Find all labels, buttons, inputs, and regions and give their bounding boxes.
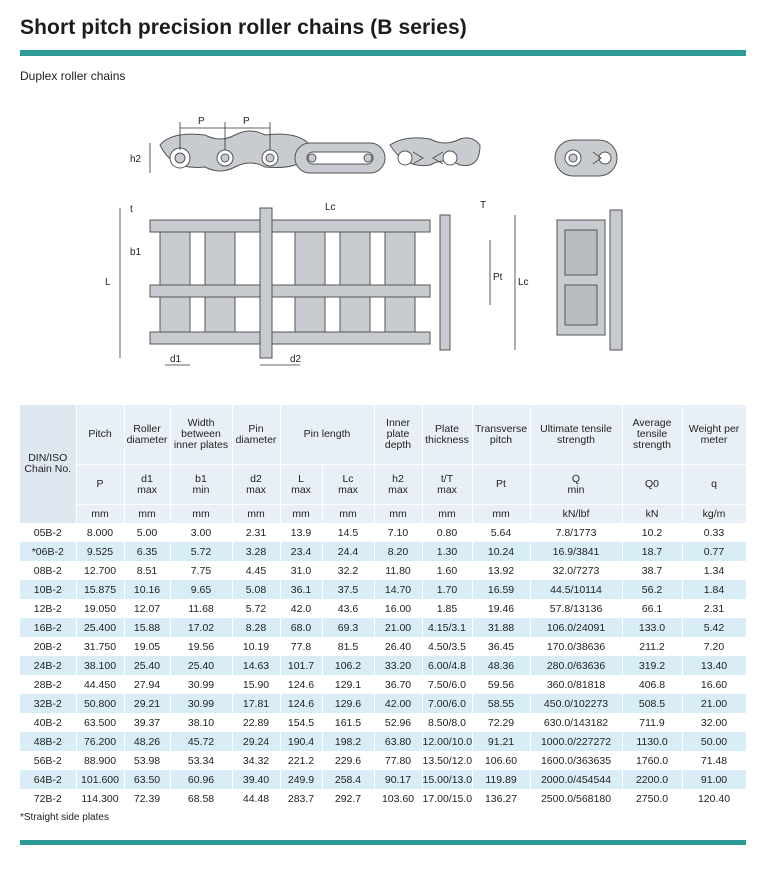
col-symbol xyxy=(682,465,746,505)
col-symbol xyxy=(374,465,422,505)
col-header: Ultimate tensile strength xyxy=(530,405,622,465)
col-symbol xyxy=(530,465,622,505)
table-cell: 34.32 xyxy=(232,751,280,770)
table-cell: 101.7 xyxy=(280,656,322,675)
table-cell: 15.88 xyxy=(124,618,170,637)
col-header: Weight per meter xyxy=(682,405,746,465)
table-cell: 63.500 xyxy=(76,713,124,732)
label-pt: Pt xyxy=(493,272,503,283)
table-cell: 32.2 xyxy=(322,561,374,580)
table-cell: 4.50/3.5 xyxy=(422,637,472,656)
table-cell: 0.77 xyxy=(682,542,746,561)
table-cell: 63.50 xyxy=(124,770,170,789)
col-unit: mm xyxy=(76,505,124,524)
table-cell: 1.70 xyxy=(422,580,472,599)
table-cell: 450.0/102273 xyxy=(530,694,622,713)
table-cell: 13.9 xyxy=(280,523,322,542)
col-symbol xyxy=(322,465,374,505)
col-symbol-sub: max xyxy=(338,483,358,496)
table-cell: 1.34 xyxy=(682,561,746,580)
table-cell: 68.0 xyxy=(280,618,322,637)
table-cell: 161.5 xyxy=(322,713,374,732)
table-cell: 45.72 xyxy=(170,732,232,751)
table-cell: 3.00 xyxy=(170,523,232,542)
chain-no-cell: 32B-2 xyxy=(20,694,76,713)
col-symbol-text: Q0 xyxy=(645,478,660,490)
spec-table xyxy=(20,405,747,808)
table-cell: 4.15/3.1 xyxy=(422,618,472,637)
label-d2: d2 xyxy=(290,354,302,365)
table-cell: 44.5/10114 xyxy=(530,580,622,599)
table-cell: 68.58 xyxy=(170,789,232,808)
table-cell: 508.5 xyxy=(622,694,682,713)
table-cell: 53.34 xyxy=(170,751,232,770)
col-symbol xyxy=(232,465,280,505)
col-symbol-text: d2 xyxy=(250,472,262,485)
col-header: Roller diameter xyxy=(124,405,170,465)
col-header: Plate thickness xyxy=(422,405,472,465)
chain-no-cell: *06B-2 xyxy=(20,542,76,561)
col-unit: mm xyxy=(322,505,374,524)
table-cell: 5.64 xyxy=(472,523,530,542)
table-cell: 10.19 xyxy=(232,637,280,656)
table-cell: 5.08 xyxy=(232,580,280,599)
table-cell: 30.99 xyxy=(170,675,232,694)
col-unit: kN xyxy=(622,505,682,524)
col-symbol-text: Lc xyxy=(342,472,354,485)
table-cell: 42.00 xyxy=(374,694,422,713)
col-symbol-sub: max xyxy=(137,483,157,496)
table-cell: 133.0 xyxy=(622,618,682,637)
table-cell: 17.00/15.0 xyxy=(422,789,472,808)
table-cell: 29.21 xyxy=(124,694,170,713)
table-row xyxy=(20,694,746,713)
table-cell: 406.8 xyxy=(622,675,682,694)
label-lc2: Lc xyxy=(518,277,529,288)
table-cell: 91.00 xyxy=(682,770,746,789)
table-row xyxy=(20,542,746,561)
col-unit: mm xyxy=(472,505,530,524)
din-header: DIN/ISO Chain No. xyxy=(20,405,76,523)
chain-no-cell: 28B-2 xyxy=(20,675,76,694)
table-cell: 38.10 xyxy=(170,713,232,732)
table-cell: 43.6 xyxy=(322,599,374,618)
col-symbol-sub: max xyxy=(246,483,266,496)
table-cell: 27.94 xyxy=(124,675,170,694)
col-symbol-text: b1 xyxy=(195,472,207,485)
table-cell: 25.40 xyxy=(170,656,232,675)
table-cell: 8.000 xyxy=(76,523,124,542)
label-p: P xyxy=(198,116,205,127)
col-unit: mm xyxy=(232,505,280,524)
table-cell: 136.27 xyxy=(472,789,530,808)
table-cell: 58.55 xyxy=(472,694,530,713)
label-lc: Lc xyxy=(325,202,336,213)
table-cell: 154.5 xyxy=(280,713,322,732)
col-symbol-text: Q xyxy=(571,472,581,485)
table-cell: 129.1 xyxy=(322,675,374,694)
col-symbol xyxy=(280,465,322,505)
table-cell: 91.21 xyxy=(472,732,530,751)
table-cell: 106.2 xyxy=(322,656,374,675)
table-cell: 81.5 xyxy=(322,637,374,656)
col-symbol xyxy=(170,465,232,505)
table-cell: 13.50/12.0 xyxy=(422,751,472,770)
table-cell: 13.92 xyxy=(472,561,530,580)
chain-side-view xyxy=(160,131,617,176)
col-symbol xyxy=(124,465,170,505)
table-cell: 10.24 xyxy=(472,542,530,561)
table-cell: 12.07 xyxy=(124,599,170,618)
table-cell: 18.7 xyxy=(622,542,682,561)
table-cell: 1760.0 xyxy=(622,751,682,770)
table-cell: 14.5 xyxy=(322,523,374,542)
table-cell: 56.2 xyxy=(622,580,682,599)
col-unit: mm xyxy=(170,505,232,524)
col-header: Pitch xyxy=(76,405,124,465)
col-header: Pin length xyxy=(280,405,374,465)
table-cell: 72.29 xyxy=(472,713,530,732)
col-symbol-text: t/T xyxy=(440,472,454,485)
table-row xyxy=(20,713,746,732)
table-cell: 57.8/13136 xyxy=(530,599,622,618)
col-symbol xyxy=(472,465,530,505)
table-cell: 221.2 xyxy=(280,751,322,770)
col-unit: mm xyxy=(422,505,472,524)
chain-no-cell: 20B-2 xyxy=(20,637,76,656)
table-cell: 129.6 xyxy=(322,694,374,713)
col-symbol-sub: max xyxy=(291,483,311,496)
table-cell: 16.00 xyxy=(374,599,422,618)
chain-no-cell: 08B-2 xyxy=(20,561,76,580)
table-row xyxy=(20,599,746,618)
label-L: L xyxy=(105,277,111,288)
table-cell: 19.050 xyxy=(76,599,124,618)
table-cell: 119.89 xyxy=(472,770,530,789)
table-cell: 44.48 xyxy=(232,789,280,808)
table-cell: 50.800 xyxy=(76,694,124,713)
table-cell: 72.39 xyxy=(124,789,170,808)
table-cell: 16.59 xyxy=(472,580,530,599)
label-h2: h2 xyxy=(130,154,142,165)
table-cell: 11.80 xyxy=(374,561,422,580)
table-cell: 2500.0/568180 xyxy=(530,789,622,808)
table-cell: 37.5 xyxy=(322,580,374,599)
footnote: *Straight side plates xyxy=(20,812,109,823)
col-symbol-text: h2 xyxy=(392,472,404,485)
table-cell: 1000.0/227272 xyxy=(530,732,622,751)
table-cell: 106.60 xyxy=(472,751,530,770)
col-symbol-text: P xyxy=(96,478,104,490)
col-header: Width between inner plates xyxy=(170,405,232,465)
col-symbol xyxy=(76,465,124,505)
table-cell: 53.98 xyxy=(124,751,170,770)
table-cell: 36.1 xyxy=(280,580,322,599)
col-symbol-sub: max xyxy=(388,483,408,496)
col-unit: mm xyxy=(374,505,422,524)
table-cell: 2750.0 xyxy=(622,789,682,808)
col-header: Average tensile strength xyxy=(622,405,682,465)
table-cell: 3.28 xyxy=(232,542,280,561)
table-cell: 60.96 xyxy=(170,770,232,789)
table-cell: 360.0/81818 xyxy=(530,675,622,694)
table-cell: 48.36 xyxy=(472,656,530,675)
table-cell: 6.35 xyxy=(124,542,170,561)
table-cell: 24.4 xyxy=(322,542,374,561)
chain-no-cell: 16B-2 xyxy=(20,618,76,637)
table-row xyxy=(20,751,746,770)
chain-no-cell: 56B-2 xyxy=(20,751,76,770)
table-cell: 50.00 xyxy=(682,732,746,751)
table-cell: 10.16 xyxy=(124,580,170,599)
label-b1: b1 xyxy=(130,247,142,258)
table-cell: 7.20 xyxy=(682,637,746,656)
table-cell: 32.0/7273 xyxy=(530,561,622,580)
table-cell: 2000.0/454544 xyxy=(530,770,622,789)
table-cell: 31.750 xyxy=(76,637,124,656)
table-cell: 77.80 xyxy=(374,751,422,770)
table-cell: 36.45 xyxy=(472,637,530,656)
col-symbol-text: q xyxy=(711,478,717,490)
table-cell: 26.40 xyxy=(374,637,422,656)
chain-no-cell: 10B-2 xyxy=(20,580,76,599)
table-cell: 319.2 xyxy=(622,656,682,675)
page-title: Short pitch precision roller chains (B series) xyxy=(20,16,467,39)
table-cell: 12.00/10.0 xyxy=(422,732,472,751)
table-cell: 21.00 xyxy=(682,694,746,713)
table-cell: 25.40 xyxy=(124,656,170,675)
label-t: t xyxy=(130,204,133,215)
table-cell: 4.45 xyxy=(232,561,280,580)
table-row xyxy=(20,770,746,789)
table-cell: 16.60 xyxy=(682,675,746,694)
col-header: Transverse pitch xyxy=(472,405,530,465)
table-cell: 283.7 xyxy=(280,789,322,808)
table-cell: 0.80 xyxy=(422,523,472,542)
table-cell: 36.70 xyxy=(374,675,422,694)
table-cell: 42.0 xyxy=(280,599,322,618)
col-symbol-text: Pt xyxy=(496,478,506,490)
table-cell: 7.00/6.0 xyxy=(422,694,472,713)
label-d1: d1 xyxy=(170,354,182,365)
table-cell: 76.200 xyxy=(76,732,124,751)
table-cell: 88.900 xyxy=(76,751,124,770)
table-cell: 2.31 xyxy=(232,523,280,542)
table-cell: 32.00 xyxy=(682,713,746,732)
table-cell: 16.9/3841 xyxy=(530,542,622,561)
table-cell: 7.10 xyxy=(374,523,422,542)
table-cell: 9.525 xyxy=(76,542,124,561)
table-cell: 59.56 xyxy=(472,675,530,694)
table-cell: 0.33 xyxy=(682,523,746,542)
chain-no-cell: 72B-2 xyxy=(20,789,76,808)
table-cell: 39.37 xyxy=(124,713,170,732)
table-cell: 198.2 xyxy=(322,732,374,751)
table-cell: 8.50/8.0 xyxy=(422,713,472,732)
table-cell: 711.9 xyxy=(622,713,682,732)
section-subtitle: Duplex roller chains xyxy=(20,69,126,83)
table-row xyxy=(20,789,746,808)
table-cell: 190.4 xyxy=(280,732,322,751)
table-cell: 1.84 xyxy=(682,580,746,599)
label-p2: P xyxy=(243,116,250,127)
table-cell: 15.90 xyxy=(232,675,280,694)
table-cell: 5.72 xyxy=(170,542,232,561)
table-body xyxy=(20,523,746,808)
table-cell: 9.65 xyxy=(170,580,232,599)
table-cell: 229.6 xyxy=(322,751,374,770)
col-header: Pin diameter xyxy=(232,405,280,465)
chain-no-cell: 48B-2 xyxy=(20,732,76,751)
table-cell: 5.00 xyxy=(124,523,170,542)
table-cell: 21.00 xyxy=(374,618,422,637)
bottom-rule xyxy=(20,840,746,845)
table-cell: 124.6 xyxy=(280,675,322,694)
table-cell: 38.100 xyxy=(76,656,124,675)
table-row xyxy=(20,732,746,751)
chain-no-cell: 05B-2 xyxy=(20,523,76,542)
table-row xyxy=(20,656,746,675)
col-unit: kN/lbf xyxy=(530,505,622,524)
table-cell: 19.05 xyxy=(124,637,170,656)
table-row xyxy=(20,637,746,656)
table-cell: 31.0 xyxy=(280,561,322,580)
table-row xyxy=(20,618,746,637)
table-cell: 103.60 xyxy=(374,789,422,808)
table-cell: 258.4 xyxy=(322,770,374,789)
table-cell: 120.40 xyxy=(682,789,746,808)
table-cell: 30.99 xyxy=(170,694,232,713)
table-header xyxy=(20,405,746,523)
table-cell: 38.7 xyxy=(622,561,682,580)
table-cell: 23.4 xyxy=(280,542,322,561)
table-row xyxy=(20,675,746,694)
table-cell: 15.875 xyxy=(76,580,124,599)
table-cell: 22.89 xyxy=(232,713,280,732)
table-cell: 7.8/1773 xyxy=(530,523,622,542)
table-row xyxy=(20,580,746,599)
chain-no-cell: 12B-2 xyxy=(20,599,76,618)
table-cell: 8.28 xyxy=(232,618,280,637)
chain-no-cell: 24B-2 xyxy=(20,656,76,675)
col-symbol-sub: min xyxy=(567,483,585,496)
table-cell: 7.75 xyxy=(170,561,232,580)
table-cell: 8.51 xyxy=(124,561,170,580)
table-cell: 101.600 xyxy=(76,770,124,789)
table-cell: 5.72 xyxy=(232,599,280,618)
table-row xyxy=(20,523,746,542)
table-cell: 25.400 xyxy=(76,618,124,637)
table-cell: 7.50/6.0 xyxy=(422,675,472,694)
table-cell: 5.42 xyxy=(682,618,746,637)
table-cell: 114.300 xyxy=(76,789,124,808)
table-cell: 29.24 xyxy=(232,732,280,751)
table-cell: 17.81 xyxy=(232,694,280,713)
table-cell: 6.00/4.8 xyxy=(422,656,472,675)
table-cell: 211.2 xyxy=(622,637,682,656)
table-cell: 44.450 xyxy=(76,675,124,694)
title-underline xyxy=(20,50,746,56)
col-symbol xyxy=(422,465,472,505)
col-symbol xyxy=(622,465,682,505)
table-cell: 12.700 xyxy=(76,561,124,580)
table-cell: 8.20 xyxy=(374,542,422,561)
chain-no-cell: 64B-2 xyxy=(20,770,76,789)
table-cell: 90.17 xyxy=(374,770,422,789)
table-cell: 33.20 xyxy=(374,656,422,675)
col-symbol-sub: max xyxy=(437,483,457,496)
table-cell: 14.70 xyxy=(374,580,422,599)
table-cell: 124.6 xyxy=(280,694,322,713)
table-cell: 1.30 xyxy=(422,542,472,561)
table-cell: 69.3 xyxy=(322,618,374,637)
chain-no-cell: 40B-2 xyxy=(20,713,76,732)
table-cell: 77.8 xyxy=(280,637,322,656)
table-cell: 11.68 xyxy=(170,599,232,618)
table-cell: 1.60 xyxy=(422,561,472,580)
table-cell: 19.46 xyxy=(472,599,530,618)
col-symbol-sub: min xyxy=(192,483,210,496)
table-cell: 17.02 xyxy=(170,618,232,637)
table-cell: 39.40 xyxy=(232,770,280,789)
table-cell: 31.88 xyxy=(472,618,530,637)
table-cell: 2.31 xyxy=(682,599,746,618)
table-row xyxy=(20,561,746,580)
table-cell: 14.63 xyxy=(232,656,280,675)
table-cell: 106.0/24091 xyxy=(530,618,622,637)
col-unit: kg/m xyxy=(682,505,746,524)
table-cell: 71.48 xyxy=(682,751,746,770)
table-cell: 52.96 xyxy=(374,713,422,732)
table-cell: 249.9 xyxy=(280,770,322,789)
col-symbol-text: L xyxy=(298,472,304,485)
table-cell: 66.1 xyxy=(622,599,682,618)
chain-top-view xyxy=(150,208,622,358)
table-cell: 1600.0/363635 xyxy=(530,751,622,770)
col-unit: mm xyxy=(280,505,322,524)
col-unit: mm xyxy=(124,505,170,524)
col-symbol-text: d1 xyxy=(141,472,153,485)
label-T: T xyxy=(480,200,487,211)
table-cell: 63.80 xyxy=(374,732,422,751)
chain-diagram xyxy=(95,100,695,385)
table-cell: 15.00/13.0 xyxy=(422,770,472,789)
table-cell: 1.85 xyxy=(422,599,472,618)
table-cell: 19.56 xyxy=(170,637,232,656)
table-cell: 10.2 xyxy=(622,523,682,542)
table-cell: 1130.0 xyxy=(622,732,682,751)
table-cell: 48.26 xyxy=(124,732,170,751)
col-header: Inner plate depth xyxy=(374,405,422,465)
table-cell: 2200.0 xyxy=(622,770,682,789)
table-cell: 292.7 xyxy=(322,789,374,808)
table-cell: 13.40 xyxy=(682,656,746,675)
table-cell: 280.0/63636 xyxy=(530,656,622,675)
table-cell: 630.0/143182 xyxy=(530,713,622,732)
table-cell: 170.0/38636 xyxy=(530,637,622,656)
